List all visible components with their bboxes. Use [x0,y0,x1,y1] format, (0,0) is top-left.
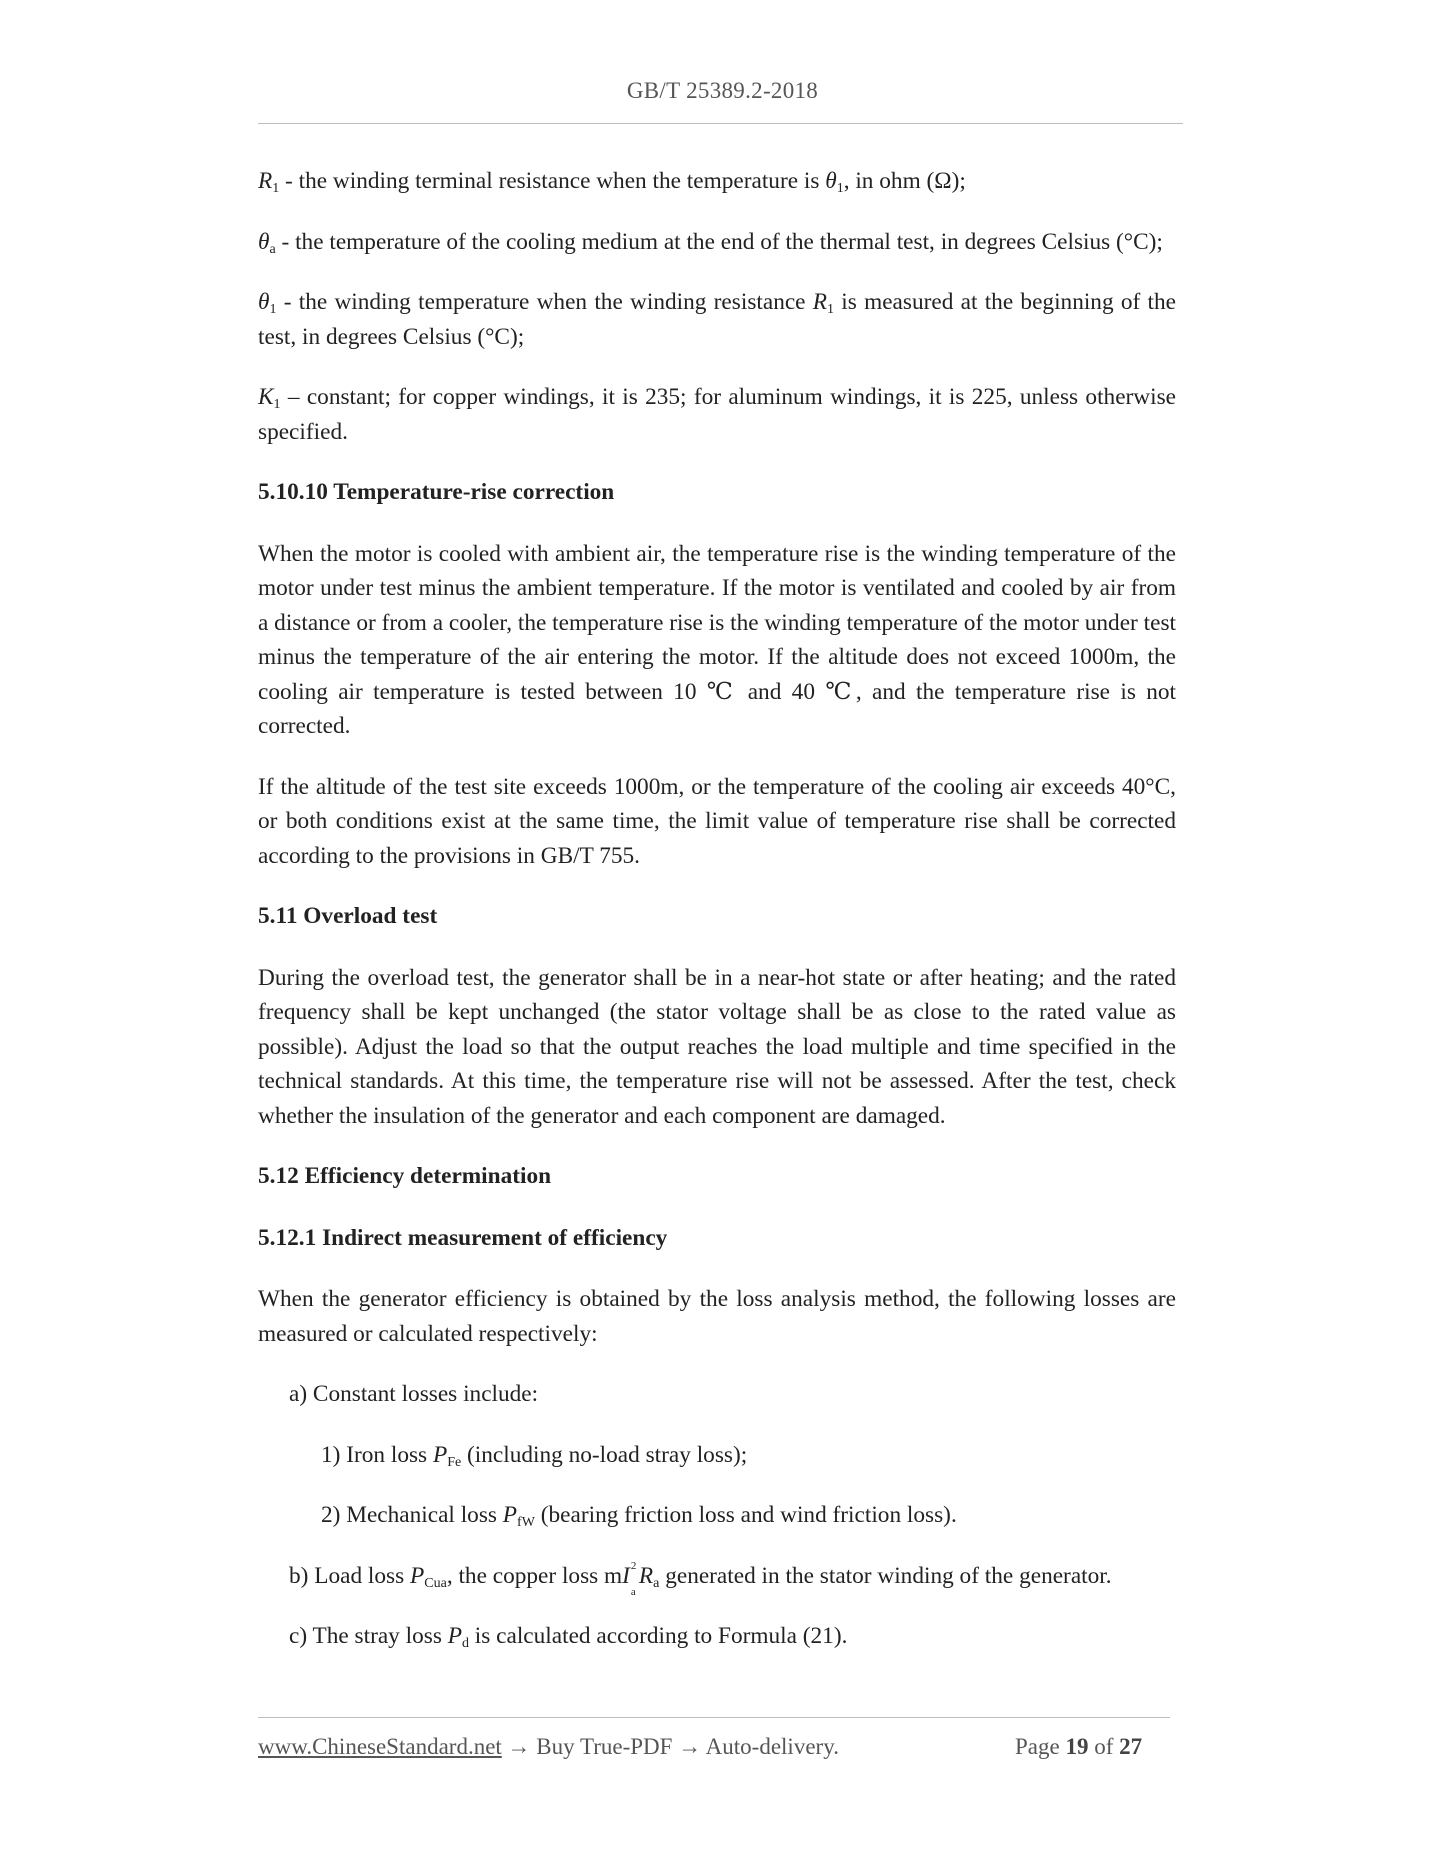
symbol: P [432,1441,448,1468]
list-item-c [258,1619,1176,1654]
arrow-icon: → [501,1734,537,1759]
item-text: (bearing friction loss and wind friction loss). [534,1502,957,1528]
footer-divider [258,1717,1170,1718]
symbol: P [410,1562,425,1589]
symbol: R [258,168,273,194]
subscript: 1 [273,397,281,412]
item-text: b) Load loss [289,1562,411,1589]
subscript: a [269,241,276,257]
symbol: P [447,1623,462,1649]
page-header: GB/T 25389.2-2018 [626,78,819,103]
definition-theta-1 [258,285,1176,354]
subscript: d [461,1636,469,1651]
arrow-icon: → [672,1734,706,1759]
current-page: 19 [1065,1734,1089,1759]
of-label: of [1094,1734,1114,1759]
subscript: fW [517,1515,535,1530]
symbol: P [502,1502,518,1528]
symbol: θ [258,289,270,315]
section-heading-5-12-1: 5.12.1 Indirect measurement of efficiency [258,1224,668,1251]
section-heading-5-12: 5.12 Efficiency determination [258,1163,552,1189]
buy-link[interactable]: Buy True-PDF [536,1734,673,1759]
item-text: is calculated according to Formula (21). [468,1623,848,1649]
symbol: K [258,384,274,410]
definition-theta-a [258,225,1176,260]
subscript: Cua [424,1575,447,1591]
symbol: θ [258,228,270,255]
page-content [258,164,1176,1680]
superscript: 2 [630,1559,637,1572]
list-item-a: a) Constant losses include: [289,1381,539,1407]
item-text: (including no-load stray loss); [461,1441,748,1468]
subscript: Fe [447,1454,462,1470]
symbol: θ [825,168,837,194]
page-number [1015,1734,1142,1760]
delivery-text: Auto-delivery. [705,1734,839,1759]
definition-text: , in ohm (Ω); [843,168,966,194]
total-pages: 27 [1119,1734,1143,1759]
subscript: 1 [827,302,835,317]
definition-text: - the temperature of the cooling medium at the end of the thermal test, in degrees Celsius (°C); [275,228,1163,255]
definition-k1 [258,380,1176,449]
item-text: 2) Mechanical loss [321,1502,503,1528]
subscript: a [630,1585,636,1598]
symbol: R [812,289,828,315]
item-text: , the copper loss m [446,1562,623,1589]
symbol: I [622,1562,630,1589]
definition-text: – constant; for copper windings, it is 235; for aluminum windings, it is 225, unless otherwise specified. [258,384,1176,445]
page-label: Page [1015,1734,1060,1759]
subscript: a [653,1575,660,1591]
subscript: 1 [836,181,844,196]
footer-links [258,1734,839,1760]
header-divider [258,123,1183,124]
list-item-b [258,1559,1176,1598]
item-text: generated in the stator winding of the generator. [659,1562,1112,1589]
item-text: c) The stray loss [289,1623,448,1649]
list-item-a2 [258,1498,1176,1533]
subscript: 1 [269,302,277,317]
paragraph: When the motor is cooled with ambient air, the temperature rise is the winding temperature of the motor under test minus the ambient temperature. If the motor is ventilated and cooled by air from a distance or from a cooler, the temperature rise is the winding temperature of the motor under test minus the temperature of the air entering the motor. If the altitude does not exceed 1000m, the cooling air temperature is tested between 10 ℃ and 40 ℃, and the temperature rise is not corrected. [258,540,1176,739]
section-heading-5-10-10: 5.10.10 Temperature-rise correction [258,479,615,505]
definition-text: - the winding temperature when the winding resistance [276,289,813,315]
item-text: 1) Iron loss [321,1441,433,1468]
paragraph: During the overload test, the generator shall be in a near-hot state or after heating; and the rated frequency shall be kept unchanged (the stator voltage shall be as close to the rated value as possible). Adjust the load so that the output reaches the load multiple and time specified in the technical standards. At this time, the temperature rise will not be assessed. After the test, check whether the insulation of the generator and each component are damaged. [258,964,1176,1129]
list-item-a1 [258,1438,1176,1473]
symbol: R [638,1562,654,1589]
definition-text: - the winding terminal resistance when the temperature is [279,168,826,194]
site-link[interactable]: www.ChineseStandard.net [258,1734,502,1759]
paragraph: When the generator efficiency is obtained by the loss analysis method, the following losses are measured or calculated respectively: [258,1286,1176,1347]
subscript: 1 [272,181,280,196]
section-heading-5-11: 5.11 Overload test [258,903,438,929]
paragraph: If the altitude of the test site exceeds 1000m, or the temperature of the cooling air exceeds 40°C, or both conditions exist at the same time, the limit value of temperature rise shall be corrected according to the provisions in GB/T 755. [258,773,1176,869]
definition-r1 [258,164,1176,199]
definition-text: is measured at the beginning of the test, in degrees Celsius (°C); [258,289,1177,350]
